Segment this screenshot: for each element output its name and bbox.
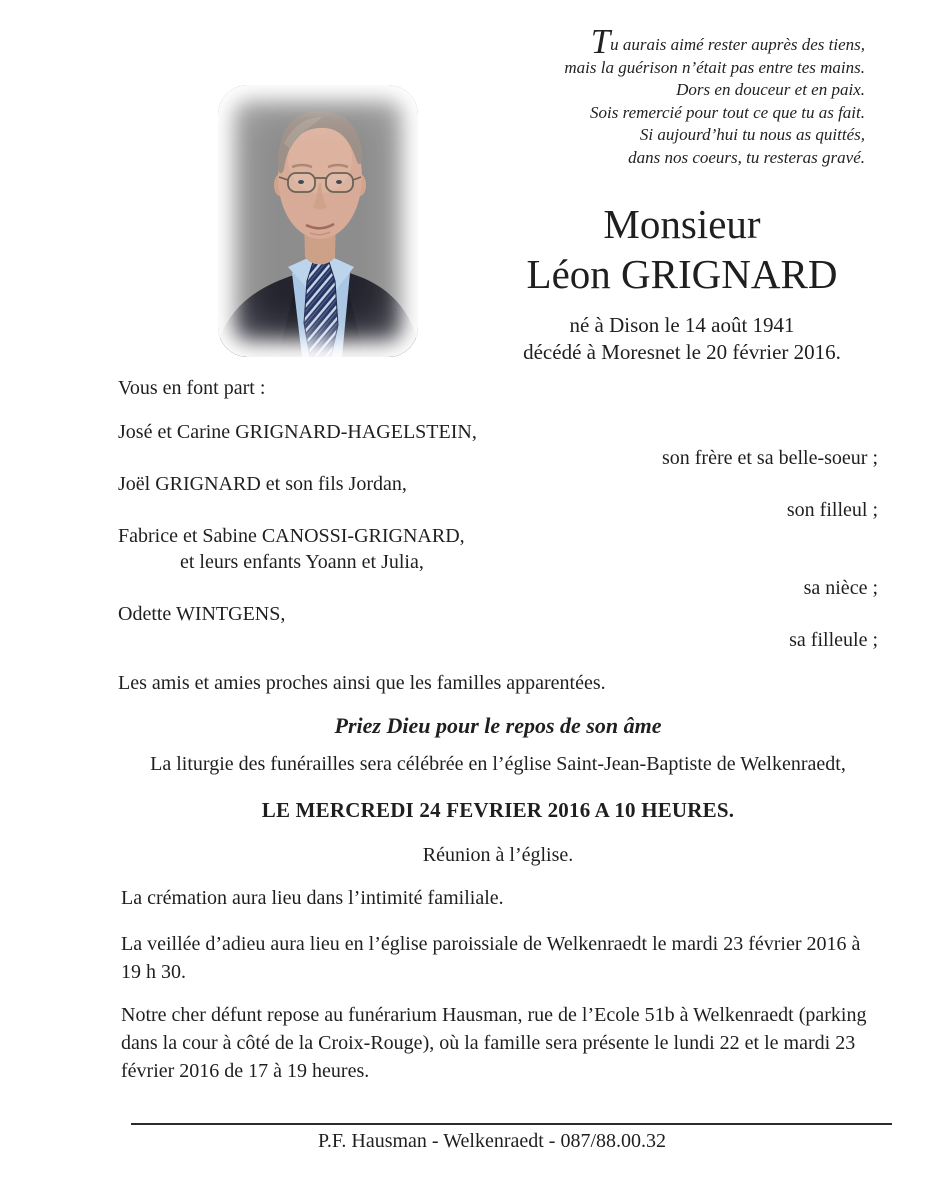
poem-drop-cap: T bbox=[590, 22, 611, 61]
family-names: Fabrice et Sabine CANOSSI-GRIGNARD, bbox=[118, 525, 465, 547]
funeral-home-line: P.F. Hausman - Welkenraedt - 087/88.00.32 bbox=[317, 1130, 667, 1152]
prayer-line: Priez Dieu pour le repos de son âme bbox=[334, 713, 662, 738]
deceased-title-block bbox=[472, 199, 892, 366]
header-section bbox=[0, 0, 947, 375]
deceased-name: Léon GRIGNARD bbox=[526, 251, 838, 297]
death-line: décédé à Moresnet le 20 février 2016. bbox=[523, 340, 841, 364]
footer-divider bbox=[131, 1123, 892, 1125]
family-names: Joël GRIGNARD et son fils Jordan, bbox=[118, 473, 407, 495]
friends-line: Les amis et amies proches ainsi que les familles apparentées. bbox=[118, 672, 606, 694]
life-dates bbox=[472, 312, 892, 366]
announcement-section bbox=[0, 375, 947, 1085]
vigil-paragraph: La veillée d’adieu aura lieu en l’église paroissiale de Welkenraedt le mardi 23 février 2016 à 19 h 30. bbox=[121, 933, 861, 983]
memorial-poem bbox=[380, 22, 865, 169]
poem-line: dans nos coeurs, tu resteras gravé. bbox=[628, 147, 865, 167]
family-names: Odette WINTGENS, bbox=[118, 603, 286, 625]
birth-line: né à Dison le 14 août 1941 bbox=[569, 313, 795, 337]
announcement-intro: Vous en font part : bbox=[118, 377, 266, 399]
family-names-continued: et leurs enfants Yoann et Julia, bbox=[180, 551, 424, 573]
poem-line bbox=[380, 22, 865, 61]
liturgy-line: La liturgie des funérailles sera célébrée en l’église Saint-Jean-Baptiste de Welkenraedt, bbox=[150, 753, 846, 775]
poem-line-text: u aurais aimé rester auprès des tiens, bbox=[610, 35, 865, 54]
family-relation: son filleul ; bbox=[786, 499, 878, 521]
family-entry bbox=[118, 523, 878, 601]
cremation-line: La crémation aura lieu dans l’intimité familiale. bbox=[121, 887, 504, 909]
deceased-salutation: Monsieur bbox=[603, 201, 761, 247]
poem-line: mais la guérison n’était pas entre tes mains. bbox=[564, 57, 865, 77]
family-entry bbox=[118, 419, 878, 471]
family-names: José et Carine GRIGNARD-HAGELSTEIN, bbox=[118, 421, 477, 443]
family-entry bbox=[118, 471, 878, 523]
meeting-line: Réunion à l’église. bbox=[422, 844, 574, 866]
poem-line: Si aujourd’hui tu nous as quittés, bbox=[639, 125, 865, 144]
footer bbox=[0, 1123, 947, 1154]
family-entry bbox=[118, 601, 878, 653]
poem-line: Sois remercié pour tout ce que tu as fait. bbox=[590, 102, 865, 122]
repose-paragraph: Notre cher défunt repose au funérarium Hausman, rue de l’Ecole 51b à Welkenraedt (parking dans la cour à côté de la Croix-Rouge), où la famille sera présente le lundi 22 et le mardi 23 février 2016 de 17 à 19 heures. bbox=[121, 1004, 867, 1082]
family-relation: sa nièce ; bbox=[803, 577, 878, 599]
poem-line: Dors en douceur et en paix. bbox=[676, 80, 865, 99]
family-relation: sa filleule ; bbox=[789, 629, 878, 651]
family-relation: son frère et sa belle-soeur ; bbox=[661, 447, 878, 469]
ceremony-date-line: LE MERCREDI 24 FEVRIER 2016 A 10 HEURES. bbox=[261, 798, 735, 822]
